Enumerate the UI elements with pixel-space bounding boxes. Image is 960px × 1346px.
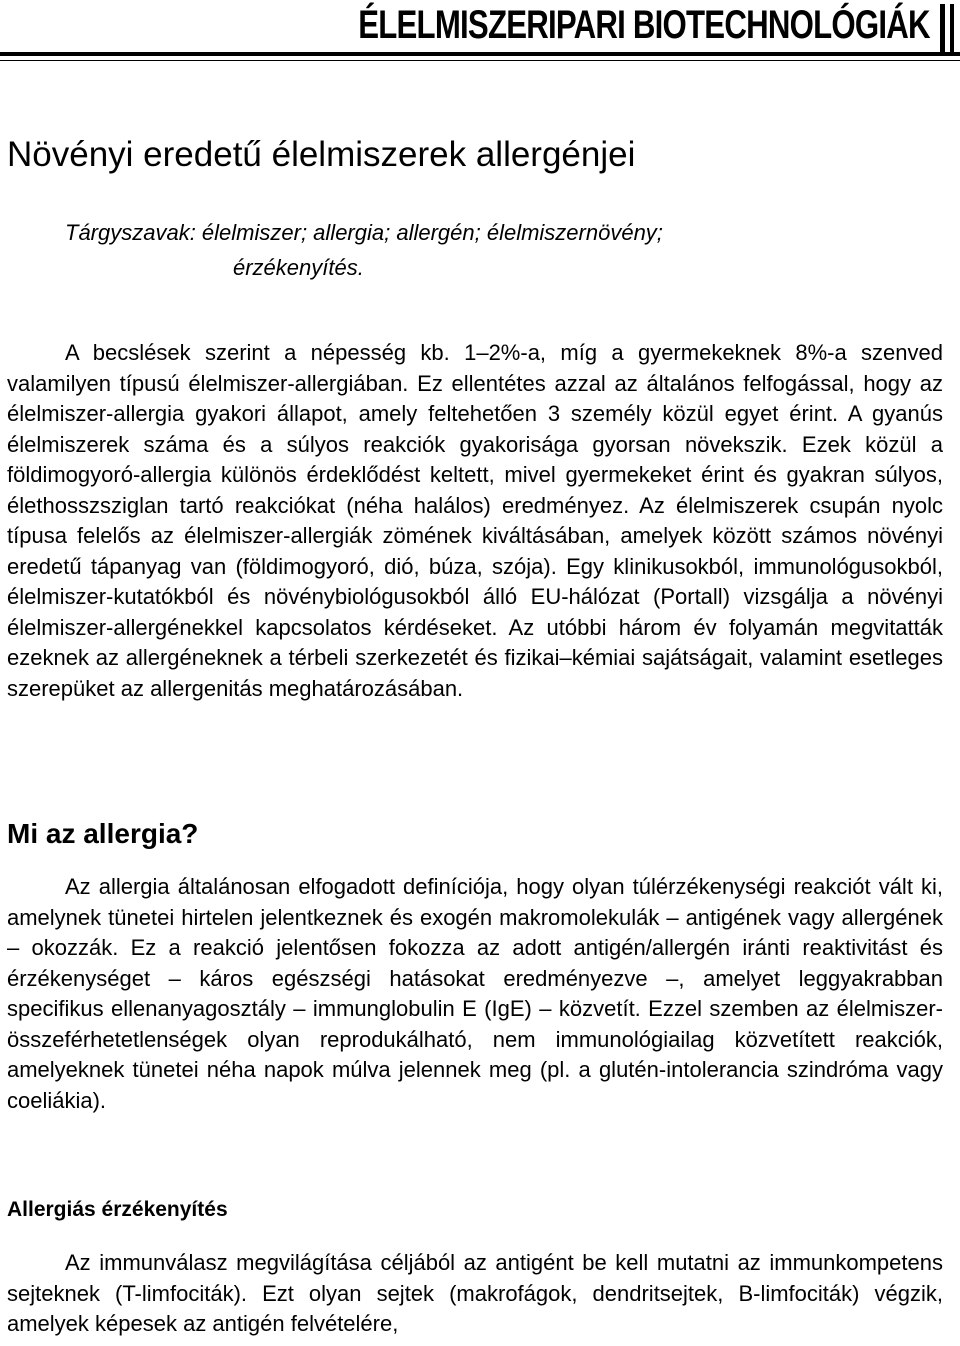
header-title: ÉLELMISZERIPARI BIOTECHNOLÓGIÁK <box>358 3 930 47</box>
keywords-line-1: Tárgyszavak: élelmiszer; allergia; allergén; élelmiszernövény; <box>65 220 663 245</box>
section-heading-sensitization: Allergiás érzékenyítés <box>7 1198 228 1221</box>
header-rule-thick <box>0 52 960 56</box>
keywords-line-2: érzékenyítés. <box>233 255 364 280</box>
article-title: Növényi eredetű élelmiszerek allergénjei <box>7 135 636 174</box>
running-header <box>0 0 960 70</box>
header-bar-thin <box>950 4 954 56</box>
paragraph-allergy-definition: Az allergia általánosan elfogadott definíciója, hogy olyan túlérzékenységi reakciót vált ki, amelynek tünetei hirtelen jelentkeznek és exogén makromolekulák – antigének vagy allergének – okozzák. Ez a reakció jelentősen fokozza az adott antigén/allergén iránti reaktivitást és érzékenységet – káros egészségi hatásokat eredményezve –, amelyet leggyakrabban specifikus ellenanyagosztály – immunglobulin E (IgE) – közvetít. Ezzel szemben az élelmiszer-összeférhetetlenségek olyan reprodukálható, nem immunológiailag közvetített reakciók, amelyeknek tünetei néha napok múlva jelennek meg (pl. a glutén-intolerancia szindróma vagy coeliákia). <box>7 874 943 1113</box>
section-heading-allergy: Mi az allergia? <box>7 818 199 849</box>
header-rule-thin <box>0 60 960 61</box>
header-bar-thick <box>940 4 945 56</box>
paragraph-sensitization: Az immunválasz megvilágítása céljából az antigént be kell mutatni az immunkompetens sejteknek (T-limfociták). Ezt olyan sejtek (makrofágok, dendritsejtek, B-limfociták) végzik, amelyek képesek az antigén felvételére, <box>7 1250 943 1336</box>
paragraph-intro: A becslések szerint a népesség kb. 1–2%-a, míg a gyermekeknek 8%-a szenved valamilyen típusú élelmiszer-allergiában. Ez ellentétes azzal az általános felfogással, hogy az élelmiszer-allergia gyakori állapot, amely feltehetően 3 személy közül egyet érint. A gyanús élelmiszerek száma és a súlyos reakciók gyakorisága gyorsan növekszik. Ezek közül a földimogyoró-allergia különös érdeklődést keltett, mivel gyermekeket érint és gyakran súlyos, élethosszsziglan tartó reakciókat (néha halálos) eredményez. Az élelmiszerek csupán nyolc típusa felelős az élelmiszer-allergiák zömének kiváltásában, amelyek között számos növényi eredetű tápanyag van (földimogyoró, dió, búza, szója). Egy klinikusokból, immunológusokból, élelmiszer-kutatókból és növénybiológusokból álló EU-hálózat (Portall) vizsgálja a növényi élelmiszer-allergénekkel kapcsolatos kérdéseket. Az utóbbi három év folyamán megvitatták ezeknek az allergéneknek a térbeli szerkezetét és fizikai–kémiai sajátságait, valamint esetleges szerepüket az allergenitás meghatározásában. <box>7 340 943 701</box>
keywords <box>65 215 825 285</box>
